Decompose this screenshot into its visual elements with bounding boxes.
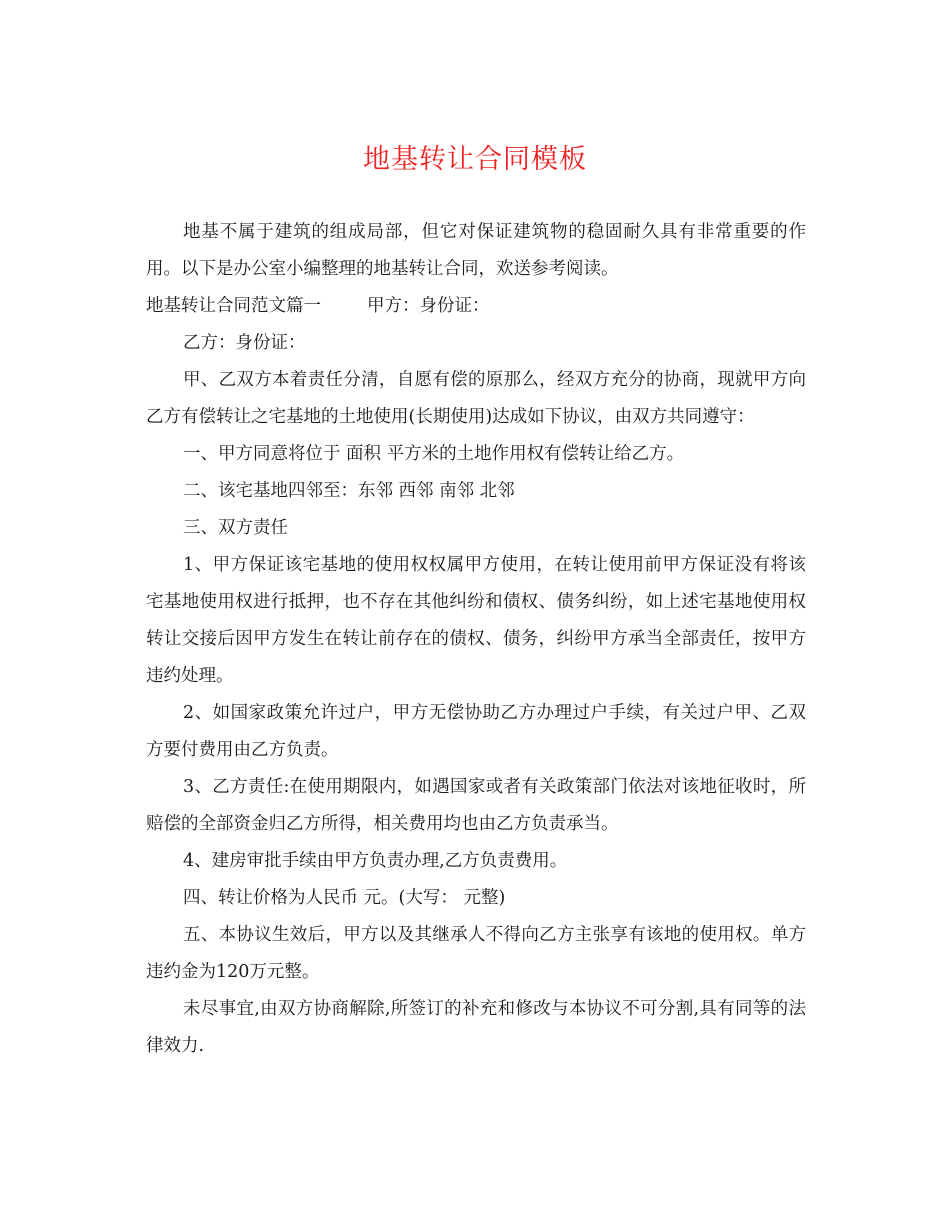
- preamble-paragraph: 甲、乙双方本着责任分清，自愿有偿的原那么，经双方充分的协商，现就甲方向乙方有偿转让之宅基地的土地使用(长期使用)达成如下协议，由双方共同遵守：: [146, 370, 806, 427]
- section-heading-line: [146, 288, 806, 325]
- clause-3-3: 3、乙方责任:在使用期限内，如遇国家或者有关政策部门依法对该地征收时，所赔偿的全部资金归乙方所得，相关费用均也由乙方负责承当。: [146, 777, 806, 834]
- party-a-line: 甲方：身份证：: [367, 296, 490, 316]
- clause-3-2: 2、如国家政策允许过户，甲方无偿协助乙方办理过户手续，有关过户甲、乙双方要付费用由乙方负责。: [146, 703, 806, 760]
- clause-3: 三、双方责任: [183, 518, 288, 538]
- document-body: [146, 214, 806, 1065]
- clause-4: 四、转让价格为人民币 元。(大写： 元整): [183, 888, 506, 908]
- clause-1: 一、甲方同意将位于 面积 平方米的土地作用权有偿转让给乙方。: [183, 444, 685, 464]
- clause-5: 五、本协议生效后，甲方以及其继承人不得向乙方主张享有该地的使用权。单方违约金为120万元整。: [146, 925, 806, 982]
- section-heading: 地基转让合同范文篇一: [146, 296, 321, 316]
- party-b-line: 乙方：身份证：: [183, 333, 306, 353]
- clause-2: 二、该宅基地四邻至：东邻 西邻 南邻 北邻: [183, 481, 515, 501]
- intro-paragraph: 地基不属于建筑的组成局部，但它对保证建筑物的稳固耐久具有非常重要的作用。以下是办公室小编整理的地基转让合同，欢送参考阅读。: [146, 222, 806, 279]
- clause-3-4: 4、建房审批手续由甲方负责办理,乙方负责费用。: [183, 851, 568, 871]
- closing-paragraph: 未尽事宜,由双方协商解除,所签订的补充和修改与本协议不可分割,具有同等的法律效力.: [146, 999, 806, 1056]
- clause-3-1: 1、甲方保证该宅基地的使用权权属甲方使用，在转让使用前甲方保证没有将该宅基地使用权进行抵押，也不存在其他纠纷和债权、债务纠纷，如上述宅基地使用权转让交接后因甲方发生在转让前存在的债权、债务，纠纷甲方承当全部责任，按甲方违约处理。: [146, 555, 806, 686]
- document-title: 地基转让合同模板: [363, 144, 587, 175]
